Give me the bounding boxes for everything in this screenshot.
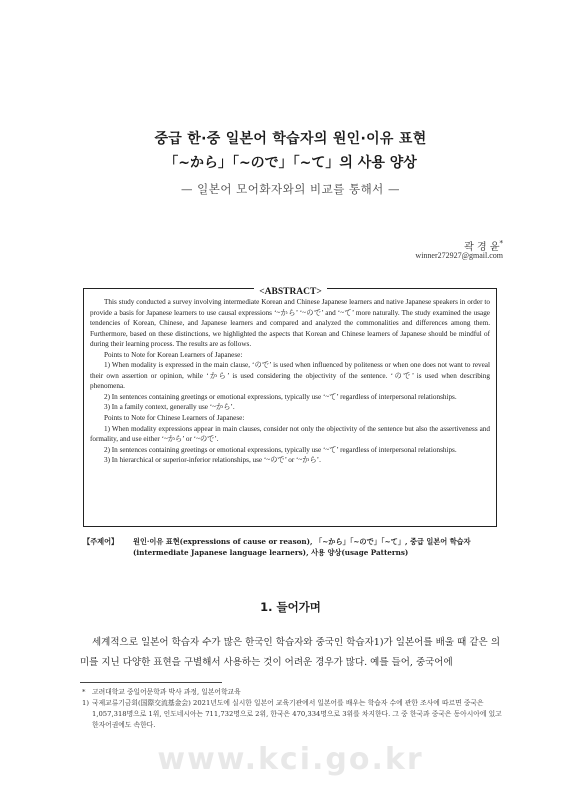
abstract-paragraph: This study conducted a survey involving intermediate Korean and Chinese Japanese learners and native Japanese speakers in order to provide a basis for Japanese learners to use causal expressions ‘~から’ ‘~ので’ and ‘~て’ more naturally. The study examined the usage tendencies of Korean, Chinese, and Japanese learners and compared and analyzed the commonalities and differences among them. Furthermore, based on these distinctions, we highlighted the aspects that Korean and Chinese learners of Japanese should be mindful of during their learning process. The results are as follows. — [90, 298, 490, 349]
author-footnote-mark: * — [499, 239, 503, 248]
footnote-text: 고려대학교 중일어문학과 박사 과정, 일본어학교육 — [92, 688, 241, 696]
keywords-text: 원인·이유 표현(expressions of cause or reason), 「~から」「~ので」「~て」, 중급 일본어 학습자(intermediate Japanese language learners), 사용 양상(usage Patterns) — [133, 537, 471, 557]
footnote-mark: * — [82, 688, 86, 696]
footnote-divider — [80, 682, 222, 683]
author-email: winner272927@gmail.com — [415, 251, 503, 260]
paper-title-line2: 「~から」「~ので」「~て」의 사용 양상 — [164, 155, 417, 171]
abstract-paragraph: Points to Note for Korean Learners of Japanese: — [104, 350, 243, 359]
footnote-mark: 1) — [82, 699, 89, 707]
paper-subtitle: — 일본어 모어화자와의 비교를 통해서 — — [181, 182, 400, 196]
footnote-text: 국제교류기금회(国際交流基金会) 2021년도에 실시한 일본어 교육기관에서 일본어를 배우는 학습자 수에 관한 조사에 따르면 중국은 1,057,318명으로 1위, 인도네시아는 711,732명으로 2위, 한국은 470,334명으로 3위를 차지한다. 그 중 한국과 중국은 동아시아에 있고 한자어권에도 속한다. — [92, 699, 502, 729]
abstract-label: <ABSTRACT> — [254, 287, 327, 297]
abstract-paragraph: Points to Note for Chinese Learners of Japanese: — [104, 414, 245, 423]
author-name-text: 곽 경 윤 — [464, 242, 500, 253]
abstract-paragraph: 1) When modality is expressed in the main clause, ‘ので’ is used when influenced by politeness or when one does not want to reveal their own assertion or opinion, while ‘から’ is used considering the objectivity of the sentence. ‘ので’ is used when describing phenomena. — [90, 361, 490, 391]
abstract-paragraph: 3) In a family context, generally use ‘~から’. — [104, 403, 235, 412]
keywords-label: 【주제어】 — [83, 537, 119, 546]
abstract-paragraph: 3) In hierarchical or superior-inferior relationships, use ‘~ので’ or ‘~から’. — [104, 456, 321, 465]
abstract-paragraph: 2) In sentences containing greetings or emotional expressions, typically use ‘~て’ regardless of interpersonal relationships. — [104, 392, 457, 401]
footnote-author — [80, 687, 502, 698]
abstract-heading — [0, 279, 581, 298]
section-heading: 1. 들어가며 — [260, 600, 321, 614]
footnotes — [80, 687, 502, 731]
kci-watermark: www.kci.go.kr — [157, 742, 424, 777]
paper-title-line1: 중급 한·중 일본어 학습자의 원인·이유 표현 — [154, 131, 427, 147]
footnote-1 — [80, 698, 502, 731]
abstract-paragraph: 2) In sentences containing greetings or emotional expressions, typically use ‘~て’ regardless of interpersonal relationships. — [104, 445, 457, 454]
body-text — [80, 633, 500, 673]
abstract-text — [90, 297, 490, 466]
body-paragraph: 세계적으로 일본어 학습자 수가 많은 한국인 학습자와 중국인 학습자1)가 일본어를 배울 때 같은 의미를 지닌 다양한 표현을 구별해서 사용하는 것이 어려운 경우가 많다. 예를 들어, 중국어에 — [80, 637, 500, 668]
abstract-paragraph: 1) When modality expressions appear in main clauses, consider not only the objectivity of the sentence but also the assertiveness and formality, and use either ‘~から’ or ‘~ので’. — [90, 424, 490, 444]
